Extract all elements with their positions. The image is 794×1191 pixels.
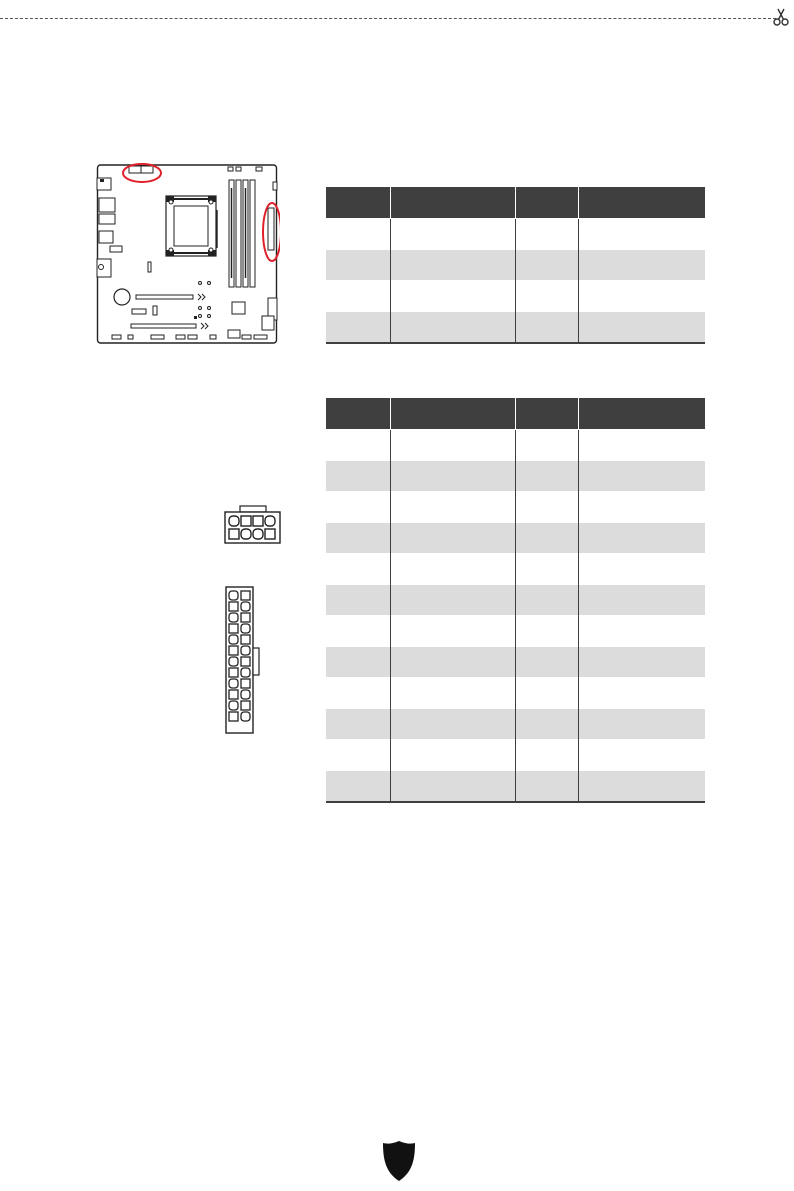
- header-signal: [578, 398, 705, 430]
- table-row: [326, 281, 705, 312]
- table-row: [326, 523, 705, 554]
- table-row: [326, 492, 705, 523]
- table-row: [326, 740, 705, 771]
- table-row: [326, 554, 705, 585]
- table-row: [326, 709, 705, 740]
- table-row: [326, 250, 705, 281]
- pin-table-bottom: [326, 398, 705, 803]
- header-signal: [390, 187, 515, 219]
- header-signal: [578, 187, 705, 219]
- pin-table-top: [326, 187, 705, 344]
- twenty-four-pin-connector-icon: [222, 586, 264, 736]
- eight-pin-connector-icon: [224, 505, 282, 545]
- motherboard-diagram: [96, 158, 280, 348]
- table-row: [326, 678, 705, 709]
- msi-dragon-shield-logo: [382, 1140, 416, 1182]
- cut-line: [0, 18, 776, 19]
- header-pin: [515, 398, 578, 430]
- table-row: [326, 585, 705, 616]
- header-pin: [326, 398, 390, 430]
- table-row: [326, 647, 705, 678]
- table-row: [326, 771, 705, 803]
- table-row: [326, 312, 705, 344]
- table-row: [326, 461, 705, 492]
- table-row: [326, 616, 705, 647]
- scissors-icon: [772, 7, 790, 27]
- table-row: [326, 430, 705, 461]
- table-row: [326, 219, 705, 250]
- header-pin: [326, 187, 390, 219]
- header-pin: [515, 187, 578, 219]
- header-signal: [390, 398, 515, 430]
